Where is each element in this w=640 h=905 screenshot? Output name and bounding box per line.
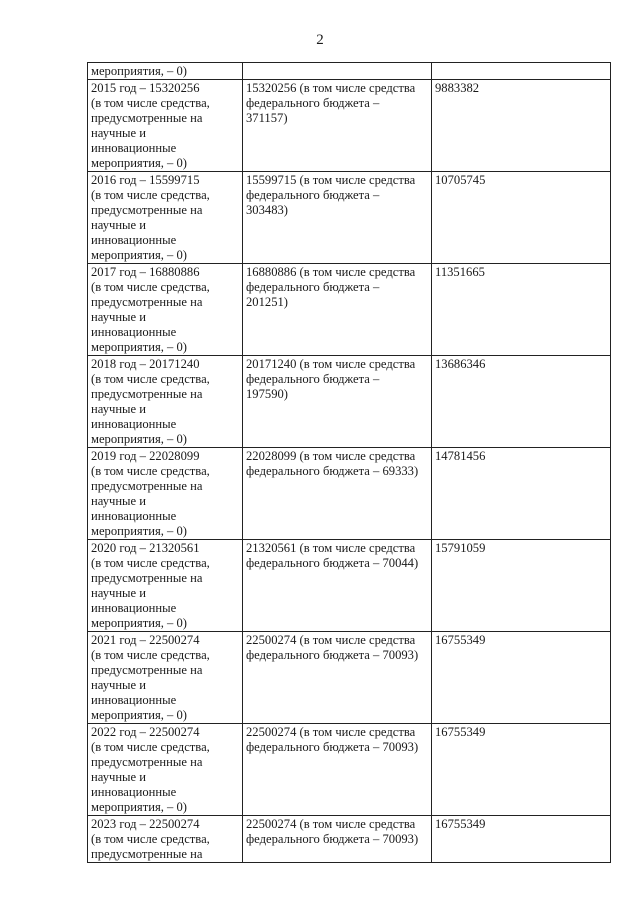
table-row: [88, 63, 611, 80]
federal-cell: [243, 63, 432, 80]
table-row: [88, 264, 611, 356]
total-cell: 2016 год – 15599715 (в том числе средства, предусмотренные на научные и инновационные мероприятия, – 0): [88, 172, 243, 264]
table-row: [88, 724, 611, 816]
table-row: [88, 540, 611, 632]
total-cell: 2018 год – 20171240 (в том числе средства, предусмотренные на научные и инновационные мероприятия, – 0): [88, 356, 243, 448]
total-cell: 2015 год – 15320256 (в том числе средства, предусмотренные на научные и инновационные мероприятия, – 0): [88, 80, 243, 172]
table-row: [88, 172, 611, 264]
total-cell: 2017 год – 16880886 (в том числе средства, предусмотренные на научные и инновационные мероприятия, – 0): [88, 264, 243, 356]
total-cell: 2021 год – 22500274 (в том числе средства, предусмотренные на научные и инновационные мероприятия, – 0): [88, 632, 243, 724]
other-cell: 10705745: [432, 172, 611, 264]
total-cell: 2020 год – 21320561 (в том числе средства, предусмотренные на научные и инновационные мероприятия, – 0): [88, 540, 243, 632]
federal-cell: 22028099 (в том числе средства федерального бюджета – 69333): [243, 448, 432, 540]
other-cell: 9883382: [432, 80, 611, 172]
page-number: 2: [316, 32, 324, 48]
federal-cell: 16880886 (в том числе средства федерального бюджета – 201251): [243, 264, 432, 356]
federal-cell: 22500274 (в том числе средства федерального бюджета – 70093): [243, 816, 432, 863]
other-cell: 14781456: [432, 448, 611, 540]
federal-cell: 20171240 (в том числе средства федерального бюджета – 197590): [243, 356, 432, 448]
other-cell: 15791059: [432, 540, 611, 632]
table-row: [88, 632, 611, 724]
federal-cell: 15320256 (в том числе средства федерального бюджета – 371157): [243, 80, 432, 172]
other-cell: 11351665: [432, 264, 611, 356]
federal-cell: 22500274 (в том числе средства федерального бюджета – 70093): [243, 724, 432, 816]
other-cell: 16755349: [432, 816, 611, 863]
other-cell: 16755349: [432, 632, 611, 724]
table-row: [88, 356, 611, 448]
table-row: [88, 448, 611, 540]
total-cell: 2019 год – 22028099 (в том числе средства, предусмотренные на научные и инновационные мероприятия, – 0): [88, 448, 243, 540]
federal-cell: 21320561 (в том числе средства федерального бюджета – 70044): [243, 540, 432, 632]
other-cell: 13686346: [432, 356, 611, 448]
budget-table: [87, 62, 611, 863]
other-cell: 16755349: [432, 724, 611, 816]
federal-cell: 15599715 (в том числе средства федерального бюджета – 303483): [243, 172, 432, 264]
table-row: [88, 816, 611, 863]
total-cell: 2023 год – 22500274 (в том числе средства, предусмотренные на: [88, 816, 243, 863]
table-row: [88, 80, 611, 172]
total-cell: мероприятия, – 0): [88, 63, 243, 80]
federal-cell: 22500274 (в том числе средства федерального бюджета – 70093): [243, 632, 432, 724]
other-cell: [432, 63, 611, 80]
total-cell: 2022 год – 22500274 (в том числе средства, предусмотренные на научные и инновационные мероприятия, – 0): [88, 724, 243, 816]
